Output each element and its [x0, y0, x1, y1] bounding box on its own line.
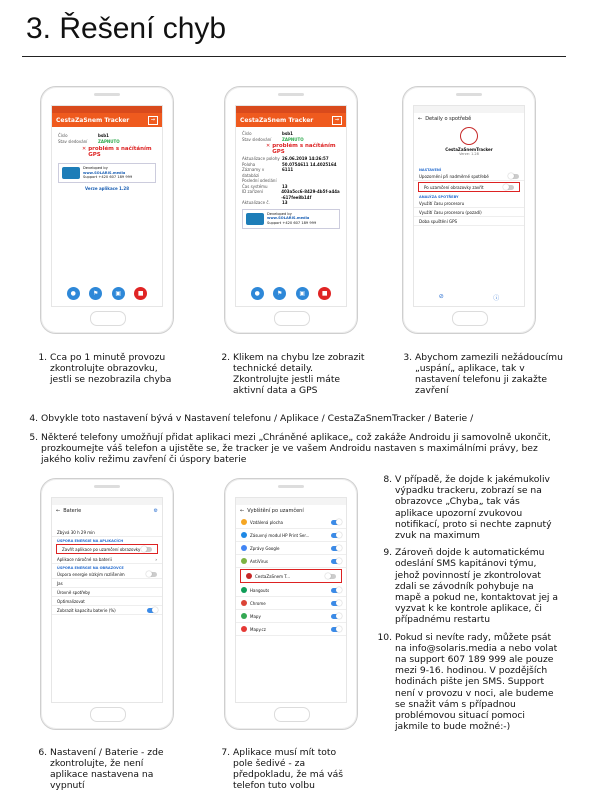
camera-icon[interactable]: ▣ — [296, 287, 309, 300]
setting-row[interactable] — [52, 579, 162, 588]
setting-row[interactable] — [414, 208, 524, 217]
highlight-box — [418, 182, 520, 192]
app-name: Mapy — [250, 613, 261, 619]
caption-text: 3. Abychom zamezili nežádoucímu „uspání„ aplikace, tak v nastavení telefonu ji zakažte zavření — [415, 352, 563, 396]
flag-icon[interactable]: ⚑ — [89, 287, 102, 300]
dev-line: Developed by — [267, 211, 292, 216]
setting-label: Zbývá 30 h 29 min — [57, 529, 95, 535]
battery-info — [52, 516, 162, 528]
setting-row[interactable] — [52, 606, 162, 615]
caption-text: 1. Cca po 1 minutě provozu zkontrolujte obrazovku, jestli se nezobrazila chyba — [50, 352, 173, 385]
detail-row — [236, 189, 346, 200]
app-toggle[interactable] — [331, 533, 341, 538]
phone-screenshot-2 — [224, 86, 358, 334]
app-toggle[interactable] — [326, 574, 336, 579]
caption-text: 6. Nastavení / Baterie - zde zkontrolujte, že není aplikace nastavena na vypnutí — [50, 747, 173, 791]
info-value: ZAPNUTO — [98, 138, 120, 144]
exit-icon[interactable]: → — [148, 116, 158, 125]
setting-row — [52, 528, 162, 537]
setting-label: Využití času procesoru — [419, 200, 465, 206]
app-row[interactable] — [236, 584, 346, 597]
stop-icon[interactable]: ⊘ — [438, 293, 444, 300]
toggle-close-on-lock[interactable] — [504, 185, 514, 190]
app-name: CestaZaSnem T... — [255, 573, 291, 579]
setting-label: Zobrazit kapacitu baterie (%) — [57, 607, 116, 613]
detail-row — [236, 200, 346, 206]
toggle-close-apps[interactable] — [142, 547, 152, 552]
instruction-text: 8. V případě, že dojde k jakémukoliv výpadku trackeru, zobrazí se na obrazovce „Chyba„ tak vás aplikace upozorní zvukovou notifikací, proto si nechte zapnutý zvuk na maximum — [395, 474, 560, 541]
home-button — [274, 707, 310, 722]
app-logo-icon — [460, 127, 478, 145]
instruction-text: 5. Některé telefony umožňují přidat aplikaci mezi „Chráněné aplikace„ což zakáže Androidu ji samovolně ukončit, prozkoumejte váš telefon a ujistěte se, že tracker je ve vašem Androidu nastaven s maximálními právy, bez jakého koliv režimu zavření či úspory baterie — [41, 432, 564, 466]
status-bar — [52, 498, 162, 505]
toggle[interactable] — [147, 608, 157, 613]
caption-7 — [216, 747, 356, 791]
detail-key: Záznamy v databázi — [242, 167, 265, 178]
phone-screenshot-3 — [402, 86, 536, 334]
settings-header — [52, 505, 162, 516]
setting-row[interactable] — [52, 597, 162, 606]
app-name: Zásuvný modul HP Print Ser... — [250, 532, 310, 538]
dev-support: Support +420 607 189 999 — [267, 220, 317, 225]
setting-label: Úspora energie nízkým rozlišením — [57, 571, 125, 577]
detail-value: 13 — [282, 200, 288, 205]
phone-screen — [413, 105, 525, 307]
section-header: ÚSPORA ENERGIE NA APLIKACÍCH — [57, 539, 124, 543]
settings-header — [236, 505, 346, 516]
back-arrow-icon[interactable]: ← — [56, 507, 61, 514]
app-row[interactable] — [236, 555, 346, 568]
setting-label: Upozornění při nadměrné spotřebě — [419, 173, 489, 179]
instruction-text: 9. Zároveň dojde k automatickému odeslání SMS kapitánovi týmu, jehož povinností je zkontrolovat zdali se závodník pohybuje na mapě a pokud ne, kontaktovat jej a vyzvat k ke kontrole aplikace, či případnému restartu — [395, 547, 560, 625]
home-button — [90, 707, 126, 722]
solaris-logo-icon — [246, 213, 264, 225]
detail-key: Aktualizace č. — [242, 200, 270, 205]
phone-screen — [235, 105, 347, 307]
setting-row[interactable] — [52, 570, 162, 579]
instruction-text: 10. Pokud si nevíte rady, můžete psát na info@solaris.media a nebo volat na support 607 189 999 ale pouze mezi 9-16. hodinou. V pozdějších hodinách pište jen SMS. Support není v provozu v noci, ale budeme se snažit vám s případnou problémovou situací pomoci jakmile to bude možné:-) — [395, 632, 560, 733]
app-row-left — [241, 600, 266, 606]
dev-support: Support +420 607 189 999 — [83, 175, 133, 180]
setting-label: Úrovně spotřeby — [57, 589, 91, 595]
camera-icon[interactable]: ▣ — [112, 287, 125, 300]
back-arrow-icon[interactable]: ← — [418, 115, 423, 122]
app-version: Verze aplikace 1.28 — [84, 186, 129, 191]
detail-row — [236, 167, 346, 178]
app-row[interactable] — [236, 542, 346, 555]
phone-speaker — [94, 485, 120, 488]
app-list — [236, 516, 346, 636]
app-row-left — [241, 613, 261, 619]
app-name: Chrome — [250, 600, 266, 606]
app-bar — [52, 113, 162, 127]
setting-row[interactable] — [52, 555, 162, 564]
app-row[interactable] — [236, 516, 346, 529]
app-row[interactable] — [236, 529, 346, 542]
info-key: Stav sledování — [242, 136, 272, 142]
info-key: Číslo — [58, 133, 68, 138]
status-bar — [236, 106, 346, 113]
chevron-right-icon: › — [155, 556, 157, 562]
app-icon — [241, 613, 247, 619]
app-icon — [241, 519, 247, 525]
action-buttons — [236, 287, 346, 300]
setting-label: Zavřít aplikace po uzamčení obrazovky — [62, 546, 141, 552]
dev-link[interactable]: www.SOLARIS.media — [83, 170, 126, 175]
info-icon[interactable]: ⓘ — [493, 295, 500, 302]
info-value: ZAPNUTO — [282, 136, 304, 142]
phone-speaker — [94, 93, 120, 96]
app-name: Mapy.cz — [250, 626, 266, 632]
home-button — [90, 311, 126, 326]
app-name: AntiVirus — [250, 558, 268, 564]
caption-text: 7. Aplikace musí mít toto pole šedivé - za předpokladu, že má váš telefon tuto volbu — [233, 747, 356, 791]
gear-icon[interactable]: ⚙ — [153, 507, 158, 514]
app-title: CestaZaSnem Tracker — [56, 116, 130, 124]
instruction-text: 4. Obvykle toto nastavení bývá v Nastavení telefonu / Aplikace / CestaZaSnemTracker / Baterie / — [41, 413, 564, 424]
info-value: bsb1 — [98, 133, 109, 138]
status-bar — [236, 498, 346, 505]
section-header: ÚSPORA ENERGIE NA OBRAZOVCE — [57, 566, 124, 570]
app-icon — [241, 587, 247, 593]
detail-value: 26.06.2019 14:26:57 — [282, 156, 329, 161]
developer-box — [242, 209, 340, 229]
setting-row[interactable] — [52, 588, 162, 597]
detail-key: Aktualizace polohy — [242, 156, 280, 161]
car-icon[interactable]: ● — [67, 287, 80, 300]
status-bar — [52, 106, 162, 113]
app-icon — [246, 573, 252, 579]
caption-6 — [33, 747, 173, 791]
app-icon — [241, 532, 247, 538]
car-icon[interactable]: ● — [251, 287, 264, 300]
highlight-box — [240, 569, 342, 583]
settings-header — [414, 113, 524, 124]
app-name: Vzdálená plocha — [250, 519, 283, 525]
highlight-box — [56, 544, 158, 554]
app-icon — [241, 558, 247, 564]
app-icon — [241, 600, 247, 606]
setting-label: Jas — [57, 580, 63, 586]
phone-screen — [235, 497, 347, 703]
detail-value: 13 — [282, 183, 288, 189]
warning-icon: ✕ — [82, 146, 87, 152]
setting-row-close-on-lock[interactable] — [419, 183, 519, 191]
detail-key: Poslední odeslání — [242, 178, 277, 183]
phone-speaker — [456, 93, 482, 96]
stop-icon[interactable]: ■ — [318, 287, 331, 300]
phone-screen — [51, 105, 163, 307]
setting-label: Aplikace náročné na baterii — [57, 556, 112, 562]
app-row[interactable] — [236, 610, 346, 623]
info-key: Stav sledování — [58, 138, 88, 144]
app-row[interactable] — [236, 623, 346, 636]
setting-row-close-apps[interactable] — [57, 545, 157, 553]
setting-label: Doba spuštění GPS — [419, 218, 458, 224]
setting-label: Po uzamčení obrazovky zavřít — [424, 184, 484, 190]
app-icon — [241, 626, 247, 632]
settings-title: Vyblštění po uzamčení — [247, 507, 304, 514]
phone-screenshot-5 — [224, 478, 358, 730]
instructions-right — [378, 474, 560, 738]
setting-label: Optimalizovat — [57, 598, 85, 604]
detail-value: 6111 — [282, 167, 294, 172]
phone-screen — [51, 497, 163, 703]
gps-error-message[interactable]: problém s načítáním GPS — [88, 146, 152, 158]
app-row-left — [246, 573, 290, 579]
stop-icon[interactable]: ■ — [134, 287, 147, 300]
phone-speaker — [278, 485, 304, 488]
info-value: bsb1 — [282, 131, 293, 136]
info-key: Číslo — [242, 131, 252, 136]
instruction-4 — [24, 413, 564, 424]
app-toggle[interactable] — [331, 588, 341, 593]
warning-icon: ✕ — [266, 143, 271, 149]
app-icon — [241, 545, 247, 551]
app-name: Zprávy Google — [250, 545, 280, 551]
caption-text: 2. Klikem na chybu lze zobrazit technické detaily. Zkontrolujte jestli máte aktivní data a GPS — [233, 352, 366, 396]
app-toggle[interactable] — [331, 520, 341, 525]
action-buttons — [52, 287, 162, 300]
gps-error-message[interactable]: problém s načítáním GPS — [272, 143, 336, 155]
section-header: NASTAVENÍ — [419, 168, 442, 172]
setting-label: Využití času procesoru (pozadí) — [419, 209, 482, 215]
caption-1 — [33, 352, 173, 385]
app-toggle[interactable] — [331, 601, 341, 606]
dev-link[interactable]: www.SOLARIS.media — [267, 216, 310, 221]
app-title: CestaZaSnem Tracker — [240, 116, 314, 124]
app-row[interactable] — [236, 597, 346, 610]
app-row-left — [241, 545, 280, 551]
app-name: CestaZaSnemTracker — [445, 147, 493, 152]
setting-row[interactable] — [414, 199, 524, 208]
detail-key: Čas systému — [242, 183, 268, 189]
phone-screenshot-1 — [40, 86, 174, 334]
flag-icon[interactable]: ⚑ — [273, 287, 286, 300]
app-toggle[interactable] — [331, 627, 341, 632]
phone-screenshot-4 — [40, 478, 174, 730]
phone-speaker — [278, 93, 304, 96]
page-title: 3. Řešení chyb — [26, 12, 227, 45]
app-toggle[interactable] — [331, 546, 341, 551]
app-row-left — [241, 587, 269, 593]
settings-title: Detaily o spotřebě — [425, 115, 472, 122]
title-divider — [22, 56, 566, 57]
app-row-left — [241, 558, 268, 564]
detail-key: Poloha — [242, 161, 256, 167]
instruction-5 — [24, 432, 564, 466]
settings-title: Baterie — [63, 507, 82, 514]
toggle[interactable] — [509, 174, 519, 179]
status-bar — [414, 106, 524, 113]
app-row-left — [241, 532, 309, 538]
home-button — [452, 311, 488, 326]
developer-box — [58, 163, 156, 183]
detail-value: 50.0754611 14.4025164 — [282, 161, 337, 167]
app-version: Verze: 1.28 — [459, 152, 479, 156]
detail-key: ID zařízení — [242, 189, 264, 194]
dev-line: Developed by — [83, 166, 108, 171]
toggle[interactable] — [147, 572, 157, 577]
app-name: Hangouts — [250, 587, 270, 593]
back-arrow-icon[interactable]: ← — [240, 507, 245, 514]
section-header: ANALÝZA SPOTŘEBY — [419, 195, 459, 199]
setting-row[interactable] — [414, 172, 524, 181]
caption-2 — [216, 352, 366, 396]
app-toggle[interactable] — [331, 614, 341, 619]
home-button — [274, 311, 310, 326]
exit-icon[interactable]: → — [332, 116, 342, 125]
detail-value: 403a5cc6-8429-4b5f-a44a-617fee8b14f — [281, 189, 340, 200]
solaris-logo-icon — [62, 167, 80, 179]
app-row-left — [241, 626, 266, 632]
setting-row[interactable] — [414, 217, 524, 226]
app-row-left — [241, 519, 283, 525]
caption-3 — [398, 352, 563, 396]
app-row[interactable] — [241, 570, 341, 582]
app-toggle[interactable] — [331, 559, 341, 564]
app-bar — [236, 113, 346, 127]
